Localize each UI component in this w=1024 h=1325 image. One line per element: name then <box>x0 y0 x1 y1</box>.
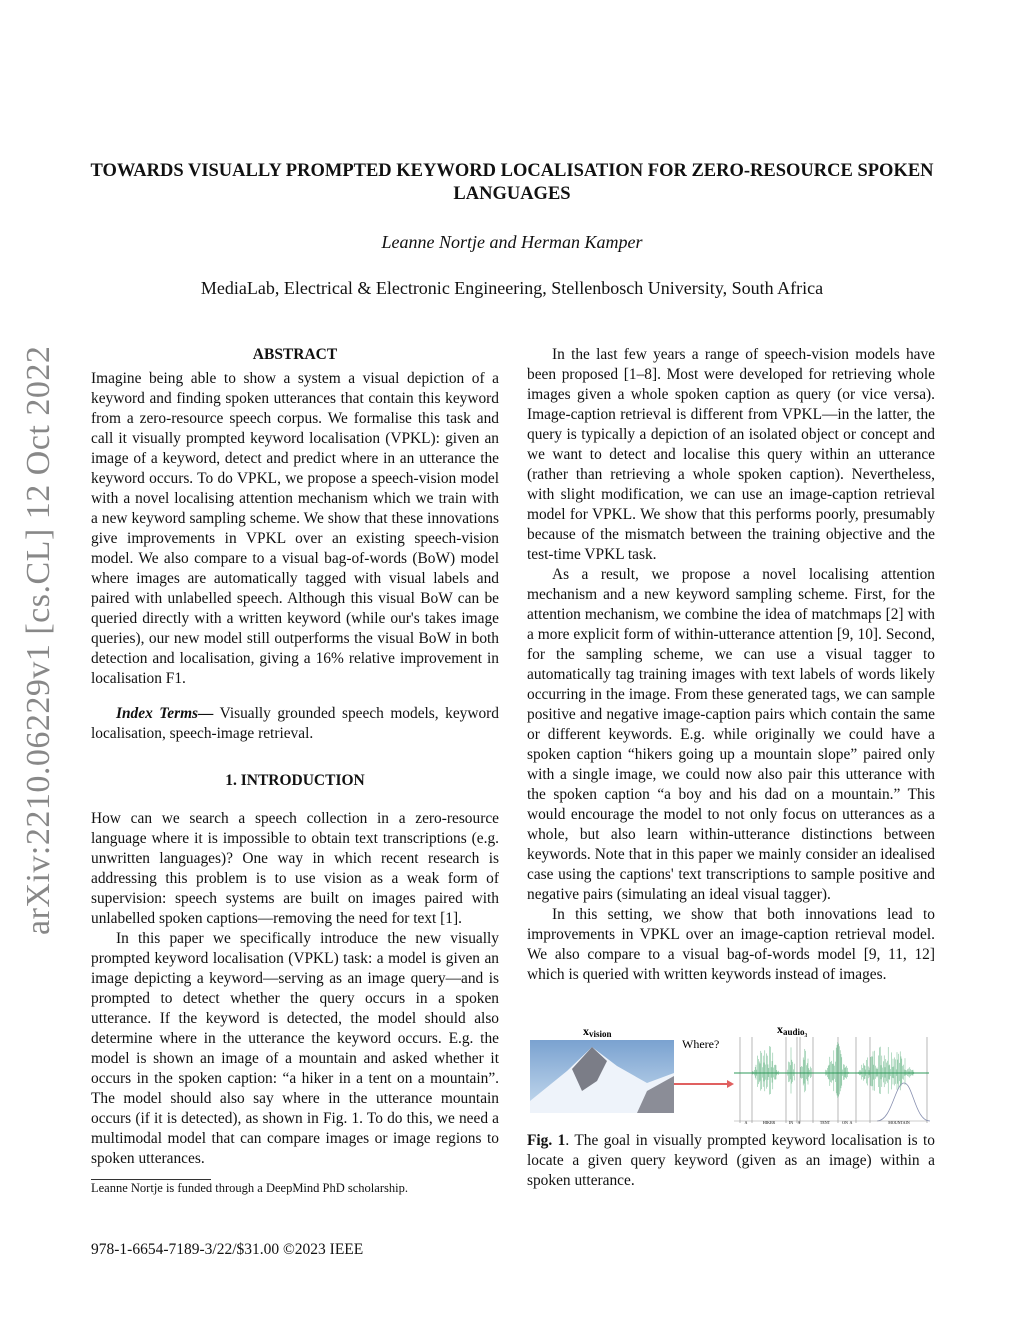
arrow-head-icon <box>727 1080 734 1088</box>
word-label: A <box>849 1120 853 1125</box>
affiliation: MediaLab, Electrical & Electronic Engineering, Stellenbosch University, South Africa <box>200 278 824 298</box>
paper-title: TOWARDS VISUALLY PROMPTED KEYWORD LOCALISATION FOR ZERO-RESOURCE SPOKEN LANGUAGES <box>90 161 934 204</box>
figure-caption <box>527 1131 935 1191</box>
abstract-text: Imagine being able to show a system a visual depiction of a keyword and finding spoken utterances that contain this keyword from a zero-resource speech corpus. We formalise this task and call it visually prompted keyword localisation (VPKL): given an image of a keyword, detect and predict where in an utterance the keyword occurs. To do VPKL, we propose a speech-vision model with a novel localising attention mechanism which we train with a new keyword sampling scheme. We show that these innovations give improvements in VPKL over an existing speech-vision model. We also compare to a visual bag-of-words (BoW) model where images are automatically tagged with visual labels and paired with unlabelled speech. Although this visual BoW can be queried directly with a written keyword (while our's takes image queries), our new model still outperforms the visual BoW in both detection and localisation, giving a 16% relative improvement in localisation F1. <box>91 370 499 687</box>
word-label: IN <box>788 1120 794 1125</box>
left-column <box>91 345 499 1196</box>
attention-curve <box>877 1083 930 1121</box>
footnote: Leanne Nortje is funded through a DeepMind PhD scholarship. <box>91 1181 408 1195</box>
word-label: MOUNTAIN <box>888 1120 910 1125</box>
introduction-heading: 1. INTRODUCTION <box>225 772 365 789</box>
word-label: ON <box>842 1120 848 1125</box>
intro-paragraph: In this paper we specifically introduce the new visually prompted keyword localisation (VPKL) task: a model is given an image depicting a keyword—serving as an image query—and is prompted to detect whether the query occurs in a spoken utterance. If the keyword is detected, the model should also determine where in the utterance the keyword occurs. E.g. the model is shown an image of a mountain and asked whether it occurs in the spoken caption: “a hiker in a tent on a mountain”. The model should also say where in the utterance mountain occurs (if it is detected), as shown in Fig. 1. To do this, we need a multimodal model that can compare images or image regions to spoken utterances. <box>91 930 499 1167</box>
index-terms-label: Index Terms— <box>116 705 214 722</box>
right-column <box>527 345 935 1191</box>
figure-caption-text: . The goal in visually prompted keyword localisation is to locate a given query keyword (given as an image) within a spoken utterance. <box>527 1132 935 1189</box>
copyright-notice: 978-1-6654-7189-3/22/$31.00 ©2023 IEEE <box>91 1241 364 1258</box>
authors: Leanne Nortje and Herman Kamper <box>381 232 643 252</box>
word-label: A <box>797 1120 801 1125</box>
word-label: A <box>744 1120 748 1125</box>
figure-1-graphic <box>527 1021 935 1125</box>
vision-label: xvision <box>583 1024 612 1039</box>
abstract-heading: ABSTRACT <box>252 346 338 363</box>
word-label: TENT <box>819 1120 831 1125</box>
audio-label: xaudio₃ <box>777 1022 808 1037</box>
intro-paragraph: In this setting, we show that both innovations lead to improvements in VPKL over an image-caption retrieval model. We also compare to a visual bag-of-words model [9, 11, 12] which is queried with written keywords instead of images. <box>527 906 935 983</box>
intro-paragraph: In the last few years a range of speech-vision models have been proposed [1–8]. Most were developed for retrieving whole images given a whole spoken caption as query (or vice versa). Image-caption retrieval is different from VPKL—in the latter, the query is typically a depiction of an isolated object or concept and we want to detect and localise this query within an utterance (rather than retrieving a whole spoken caption). Nevertheless, with slight modification, we can use an image-caption retrieval model for VPKL. We show that this performs poorly, presumably because of the mismatch between the training objective and the test-time VPKL task. <box>527 346 935 563</box>
where-question: Where? <box>682 1037 720 1051</box>
figure-1 <box>527 1021 935 1191</box>
intro-paragraph: As a result, we propose a novel localising attention mechanism and a new keyword sampling scheme. First, for the attention mechanism, we combine the idea of matchmaps [2] with a more explicit form of within-utterance attention [9, 10]. Second, for the sampling scheme, we can use a visual tagger to automatically tag training images with text labels of words likely occurring in the image. From these generated tags, we can sample positive and negative image-caption pairs which contain the same or different keywords. E.g. while originally we could have a spoken caption “hikers going up a mountain slope” paired only with a single image, we could now also pair this utterance with the spoken caption “a boy and his dad on a mountain.” This would encourage the model to not only focus on utterances as a whole, but also learn within-utterance distinctions between keywords. Note that in this paper we mainly consider an idealised case using the captions' text transcriptions to sample positive and negative pairs (simulating an ideal visual tagger). <box>527 566 935 903</box>
figure-caption-label: Fig. 1 <box>527 1132 566 1149</box>
word-label: HIKER <box>762 1120 776 1125</box>
index-terms <box>91 704 499 744</box>
intro-paragraph: How can we search a speech collection in a zero-resource language where it is impossible to obtain text transcriptions (e.g. unwritten languages)? One way in which recent research is addressing this problem is to use vision as a weak form of supervision: speech systems are built on images paired with unlabelled spoken captions—removing the need for text [1]. <box>91 810 499 927</box>
audio-waveform <box>734 1037 929 1123</box>
index-terms-text: Visually grounded speech models, keyword localisation, speech-image retrieval. <box>91 705 499 742</box>
arxiv-identifier: arXiv:2210.06229v1 [cs.CL] 12 Oct 2022 <box>20 345 57 935</box>
